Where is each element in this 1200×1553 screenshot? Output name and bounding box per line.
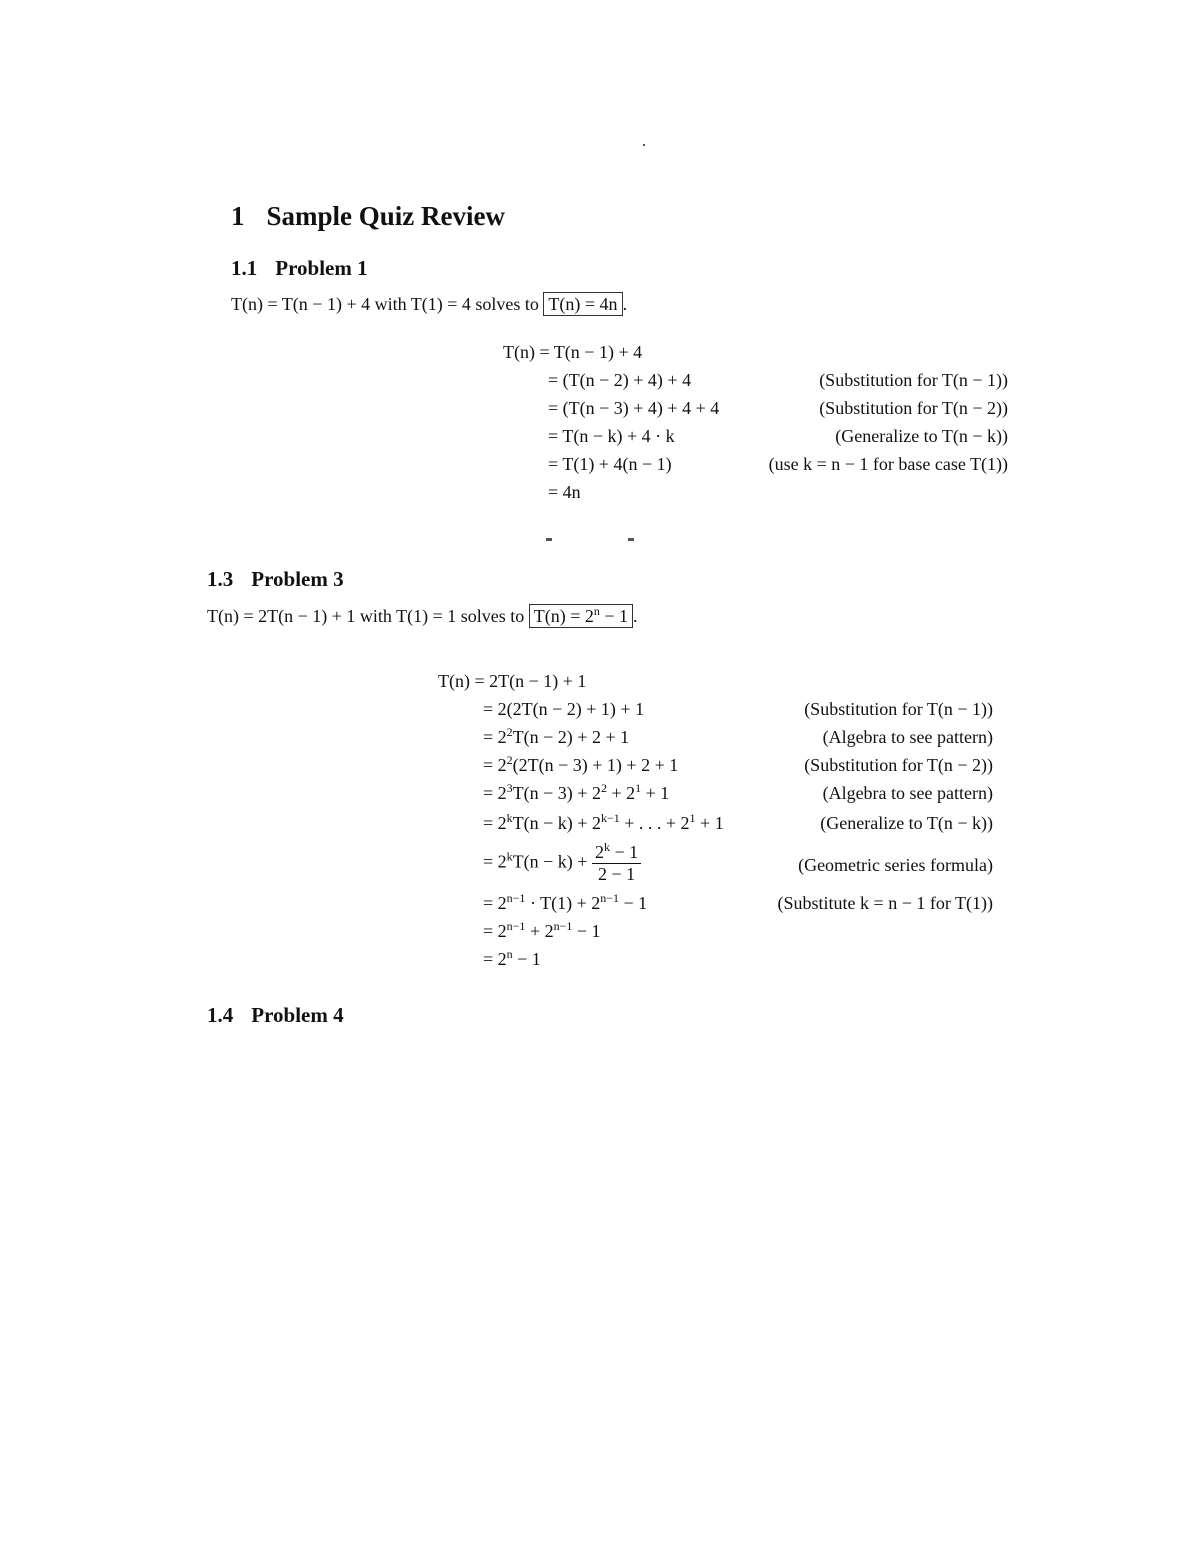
- problem1-heading: [231, 256, 368, 281]
- problem3-step-5: = $2^kT(n - k) + 2^{k-1}$ + . . . + $2^1 + 1$: [483, 811, 724, 833]
- problem3-period: .: [633, 606, 638, 626]
- problem3-step-1: = 2(2T(n − 2) + 1) + 1: [483, 699, 645, 719]
- problem1-step-4: = T(1) + 4(n − 1): [548, 454, 672, 474]
- problem1-step-3: = T(n − k) + 4 · k: [548, 426, 675, 446]
- scan-speck: [643, 144, 645, 146]
- problem3-heading: [207, 567, 344, 592]
- problem3-step-9: = $2^n - 1$: [483, 947, 541, 969]
- problem3-step-4: = $2^3T(n - 3) + 2^2 + 2^1 + 1$: [483, 781, 670, 803]
- problem3-note-6: (Geometric series formula): [798, 855, 993, 875]
- problem3-answer-box: $T(n) = 2^n - 1$: [529, 604, 633, 628]
- problem3-note-5: (Generalize to T(n − k)): [820, 813, 993, 833]
- problem1-title: Problem 1: [275, 256, 368, 280]
- problem1-step-2: = (T(n − 3) + 4) + 4 + 4: [548, 398, 720, 418]
- problem3-note-2: (Algebra to see pattern): [822, 727, 993, 747]
- problem4-title: Problem 4: [251, 1003, 344, 1027]
- clipped-fragment: [628, 538, 634, 541]
- problem1-step-1: = (T(n − 2) + 4) + 4: [548, 370, 692, 390]
- problem1-number: 1.1: [231, 256, 258, 280]
- problem3-lhs: T(n) = 2T(n − 1) + 1: [438, 671, 587, 691]
- problem3-step-7: = $2^{n-1} \cdot T(1) + 2^{n-1} - 1$: [483, 891, 648, 913]
- problem3-step-2: = $2^2T(n - 2) + 2 + 1$: [483, 725, 630, 747]
- section-title: Sample Quiz Review: [266, 201, 505, 231]
- problem1-note-4: (use k = n − 1 for base case T(1)): [768, 454, 1008, 474]
- problem1-statement-text: T(n) = T(n − 1) + 4 with T(1) = 4 solves to: [231, 294, 539, 314]
- problem1-note-3: (Generalize to T(n − k)): [835, 426, 1008, 446]
- problem1-statement: [231, 294, 627, 315]
- geometric-fraction: $\frac{2^k - 1}{2 - 1}$: [592, 842, 641, 884]
- problem3-step-8: = $2^{n-1} + 2^{n-1} - 1$: [483, 919, 601, 941]
- problem1-answer-box: T(n) = 4n: [543, 292, 622, 316]
- problem3-note-1: (Substitution for T(n − 1)): [804, 699, 993, 719]
- problem1-period: .: [622, 294, 628, 314]
- problem1-lhs: T(n) = T(n − 1) + 4: [503, 342, 643, 362]
- problem1-note-1: (Substitution for T(n − 1)): [819, 370, 1008, 390]
- problem3-note-3: (Substitution for T(n − 2)): [804, 755, 993, 775]
- problem3-statement: [207, 606, 638, 627]
- problem1-note-2: (Substitution for T(n − 2)): [819, 398, 1008, 418]
- clipped-fragment: [546, 538, 552, 541]
- problem4-number: 1.4: [207, 1003, 234, 1027]
- problem1-step-5: = 4n: [548, 482, 581, 502]
- problem3-step-6: = $2^kT(n - k)$ + $\frac{2^k - 1}{2 - 1}$: [483, 842, 641, 884]
- problem3-statement-text: T(n) = 2T(n − 1) + 1 with T(1) = 1 solves to: [207, 606, 525, 626]
- problem3-note-7: (Substitute k = n − 1 for T(1)): [777, 893, 993, 913]
- problem3-step-3: = $2^2(2T(n - 3) + 1) + 2 + 1$: [483, 753, 679, 775]
- section-number: 1: [231, 201, 245, 231]
- problem3-note-4: (Algebra to see pattern): [822, 783, 993, 803]
- problem4-heading-clipped: [207, 1003, 344, 1027]
- problem3-title: Problem 3: [251, 567, 344, 591]
- problem3-number: 1.3: [207, 567, 234, 591]
- section-heading: [231, 201, 505, 232]
